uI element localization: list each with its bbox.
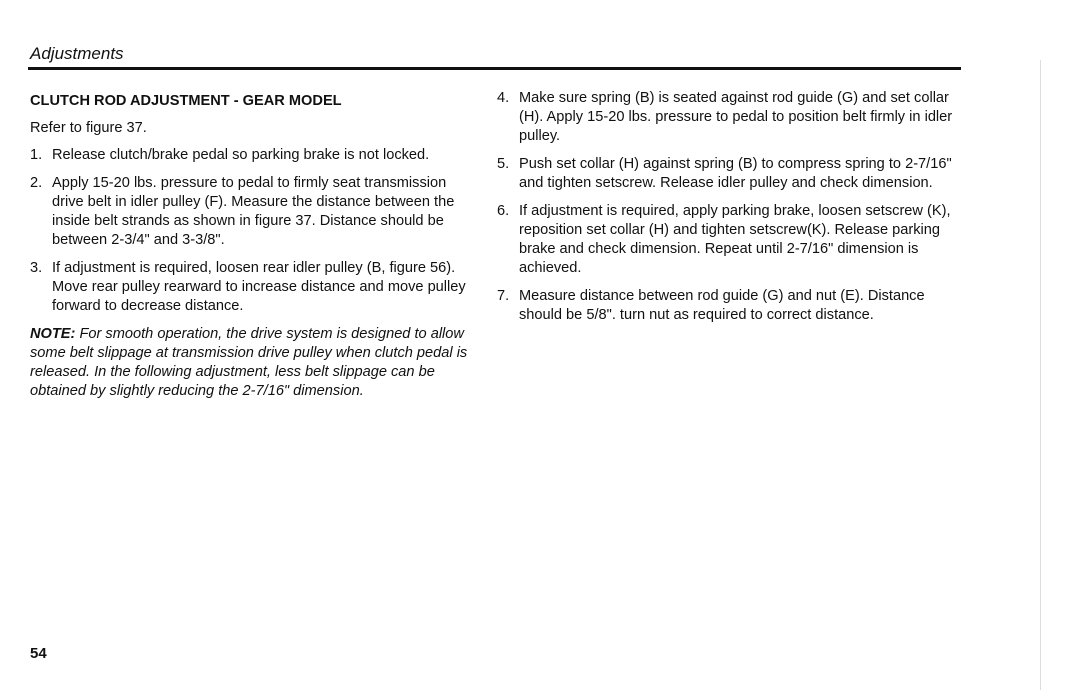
scan-edge-line bbox=[1040, 60, 1041, 690]
step-text: If adjustment is required, loosen rear idler pulley (B, figure 56). Move rear pulley rearward to increase distance and move pulley forward to decrease distance. bbox=[52, 260, 466, 314]
intro-text: Refer to figure 37. bbox=[30, 120, 147, 136]
step-text: Make sure spring (B) is seated against rod guide (G) and set collar (H). Apply 15-20 lbs. pressure to pedal to position belt firmly in idler pulley. bbox=[519, 90, 953, 144]
procedure-heading: CLUTCH ROD ADJUSTMENT - GEAR MODEL bbox=[30, 93, 342, 109]
step-text: Apply 15-20 lbs. pressure to pedal to firmly seat transmission drive belt in idler pulley (F). Measure the distance between the inside belt strands as shown in figure 37. Distance should be between 2-3/4" and 3-3/8". bbox=[52, 175, 455, 248]
left-column bbox=[30, 92, 475, 401]
note-text: For smooth operation, the drive system is designed to allow some belt slippage at transmission drive pulley when clutch pedal is released. In the following adjustment, less belt slippage can be obtained by slightly reducing the 2-7/16" dimension. bbox=[30, 326, 468, 399]
step-number: 5. bbox=[497, 156, 510, 172]
step-item bbox=[497, 155, 959, 193]
step-item bbox=[497, 89, 959, 146]
step-text: Release clutch/brake pedal so parking brake is not locked. bbox=[52, 147, 430, 163]
step-number: 3. bbox=[30, 260, 43, 276]
step-number: 1. bbox=[30, 147, 43, 163]
step-number: 2. bbox=[30, 175, 43, 191]
note-label: NOTE: bbox=[30, 326, 76, 342]
step-item bbox=[497, 202, 959, 278]
step-text: Measure distance between rod guide (G) and nut (E). Distance should be 5/8". turn nut as required to correct distance. bbox=[519, 288, 925, 323]
step-item bbox=[30, 146, 475, 165]
right-column bbox=[497, 89, 959, 334]
page-number: 54 bbox=[30, 645, 47, 662]
step-item bbox=[30, 259, 475, 316]
step-item bbox=[497, 287, 959, 325]
step-text: Push set collar (H) against spring (B) to compress spring to 2-7/16" and tighten setscrew. Release idler pulley and check dimension. bbox=[519, 156, 952, 191]
step-number: 4. bbox=[497, 90, 510, 106]
section-title: Adjustments bbox=[30, 44, 124, 63]
step-item bbox=[30, 174, 475, 250]
step-number: 7. bbox=[497, 288, 510, 304]
header-rule bbox=[28, 67, 961, 70]
note bbox=[30, 325, 475, 401]
step-number: 6. bbox=[497, 203, 510, 219]
step-text: If adjustment is required, apply parking brake, loosen setscrew (K), reposition set collar (H) and tighten setscrew(K). Release parking brake and check dimension. Repeat until 2-7/16" dimension is achieved. bbox=[519, 203, 951, 276]
